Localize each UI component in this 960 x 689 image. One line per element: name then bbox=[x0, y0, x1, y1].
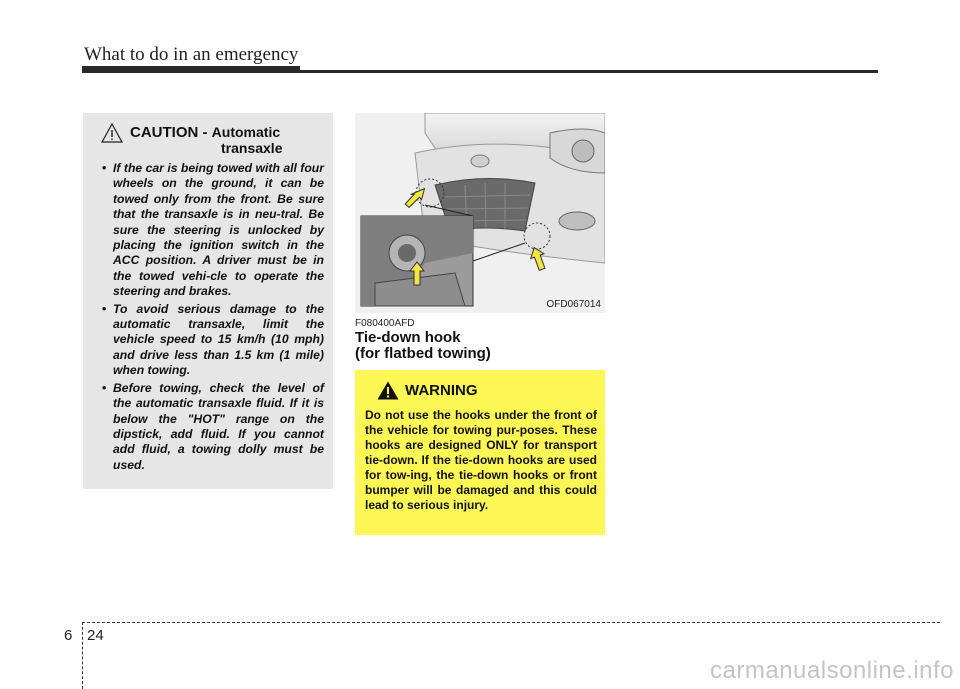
warning-box bbox=[355, 370, 605, 535]
footer-rule bbox=[82, 622, 940, 623]
caution-list bbox=[97, 161, 324, 473]
tie-down-hook-illustration bbox=[355, 113, 605, 313]
caution-subtitle-line2: transaxle bbox=[221, 140, 283, 156]
warning-title: WARNING bbox=[405, 382, 478, 399]
header-rule bbox=[82, 70, 878, 73]
caution-item: • To avoid serious damage to the automatic transaxle, limit the vehicle speed to 15 km/h (10 mph) and drive less than 1.5 km (1 mile) when towing. bbox=[97, 302, 324, 379]
footer-divider bbox=[82, 622, 83, 689]
car-front-drawing bbox=[355, 113, 605, 313]
caution-box bbox=[83, 113, 333, 489]
caution-header bbox=[97, 123, 324, 157]
section-title bbox=[355, 330, 491, 362]
page-header-title: What to do in an emergency bbox=[84, 44, 299, 65]
caution-item: • If the car is being towed with all four wheels on the ground, it can be towed only from the front. Be sure that the transaxle is in neu-tral. Be sure the steering is unlocked by placing the ignition switch in the ACC position. A driver must be in the towed vehi-cle to operate the steering and brakes. bbox=[97, 161, 324, 300]
figure-code: OFD067014 bbox=[546, 299, 601, 310]
chapter-number: 6 bbox=[64, 627, 73, 644]
warning-text: Do not use the hooks under the front of the vehicle for towing pur-poses. These hooks are designed ONLY for transport tie-down. If the tie-down hooks are used for tow-ing, the tie-down hooks or front bumper will be damaged and this could lead to serious injury. bbox=[365, 408, 597, 512]
watermark: carmanualsonline.info bbox=[710, 657, 954, 684]
warning-triangle-icon bbox=[377, 381, 399, 405]
caution-item: • Before towing, check the level of the automatic transaxle fluid. If it is below the "HOT" range on the dipstick, add fluid. If you cannot add fluid, a towing dolly must be used. bbox=[97, 381, 324, 473]
caution-triangle-icon bbox=[101, 123, 123, 148]
section-title-line1: Tie-down hook bbox=[355, 329, 461, 346]
warning-header bbox=[365, 380, 597, 402]
caution-title: CAUTION - Automatic bbox=[130, 124, 281, 141]
section-title-line2: (for flatbed towing) bbox=[355, 345, 491, 362]
section-code: F080400AFD bbox=[355, 318, 415, 329]
page-number: 24 bbox=[87, 627, 104, 644]
caution-subtitle-line1: Automatic bbox=[211, 124, 281, 140]
